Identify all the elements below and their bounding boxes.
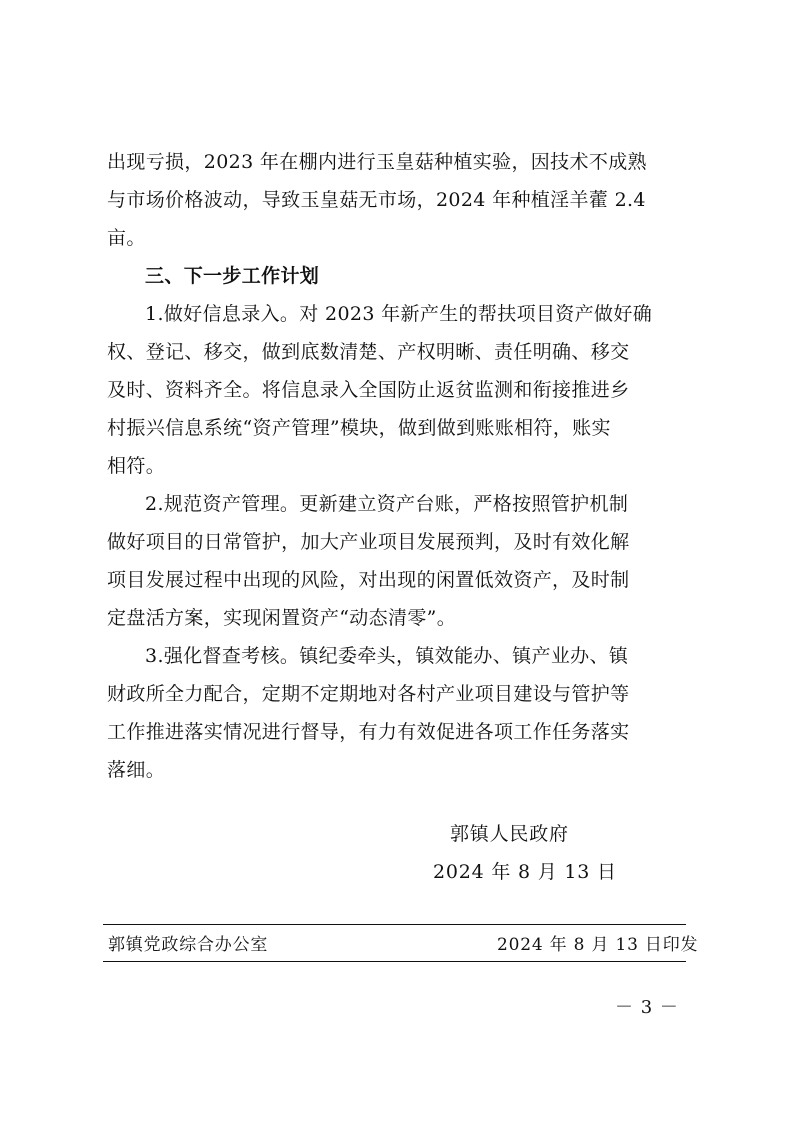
paragraph-first-line: 3.强化督查考核。镇纪委牵头，镇效能办、镇产业办、镇 bbox=[145, 645, 629, 667]
body-line: 与市场价格波动，导致玉皇菇无市场，2024 年种植淫羊藿 2.4 bbox=[107, 189, 646, 211]
body-line: 落细。 bbox=[107, 759, 166, 781]
body-line: 定盘活方案，实现闲置资产“动态清零”。 bbox=[107, 607, 457, 629]
body-line: 出现亏损，2023 年在棚内进行玉皇菇种植实验，因技术不成熟 bbox=[107, 151, 647, 173]
signature-organization: 郭镇人民政府 bbox=[450, 823, 569, 845]
body-line: 工作推进落实情况进行督导，有力有效促进各项工作任务落实 bbox=[107, 721, 630, 743]
page-number: － 3 － bbox=[615, 997, 679, 1018]
body-line: 项目发展过程中出现的风险，对出现的闲置低效资产，及时制 bbox=[107, 569, 630, 591]
footer-issuer: 郭镇党政综合办公室 bbox=[108, 935, 269, 955]
body-line: 及时、资料齐全。将信息录入全国防止返贫监测和衔接推进乡 bbox=[107, 379, 630, 401]
body-line: 村振兴信息系统“资产管理”模块，做到做到账账相符，账实 bbox=[107, 417, 611, 439]
paragraph-first-line: 2.规范资产管理。更新建立资产台账，严格按照管护机制 bbox=[145, 493, 629, 515]
body-line: 财政所全力配合，定期不定期地对各村产业项目建设与管护等 bbox=[107, 683, 630, 705]
footer-top-rule bbox=[103, 924, 686, 925]
body-line: 做好项目的日常管护，加大产业项目发展预判，及时有效化解 bbox=[107, 531, 630, 553]
footer-bottom-rule bbox=[103, 961, 686, 962]
footer-issue-date: 2024 年 8 月 13 日印发 bbox=[497, 935, 699, 955]
paragraph-first-line: 1.做好信息录入。对 2023 年新产生的帮扶项目资产做好确 bbox=[145, 303, 653, 325]
body-line: 权、登记、移交，做到底数清楚、产权明晰、责任明确、移交 bbox=[107, 341, 630, 363]
signature-date: 2024 年 8 月 13 日 bbox=[433, 861, 617, 883]
body-line: 相符。 bbox=[107, 455, 166, 477]
body-line: 亩。 bbox=[107, 227, 146, 249]
section-heading: 三、下一步工作计划 bbox=[145, 265, 320, 287]
